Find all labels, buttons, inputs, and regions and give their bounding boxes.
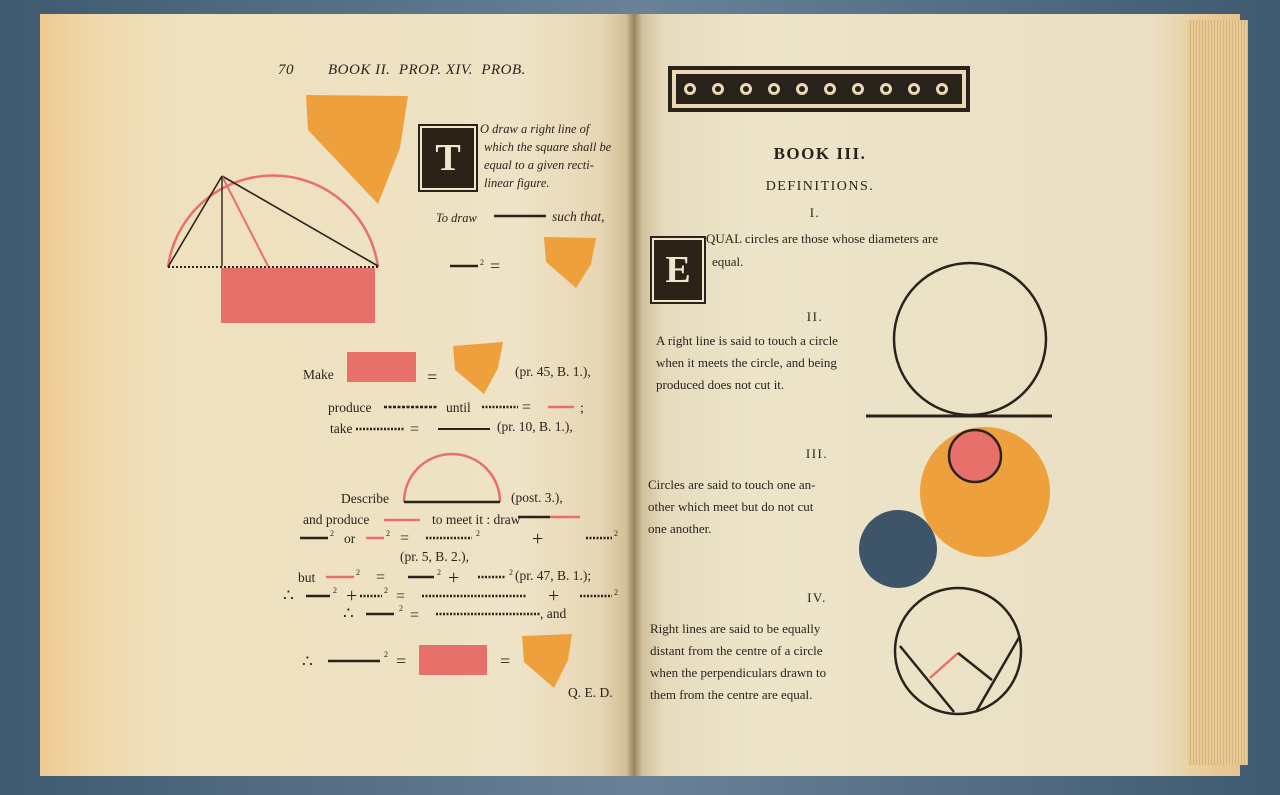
sq-mark: 2 xyxy=(476,529,480,538)
svg-text:=: = xyxy=(376,569,386,586)
def1-line-2: equal. xyxy=(712,254,744,269)
qed-text: Q. E. D. xyxy=(568,685,613,700)
take-text: take xyxy=(330,421,353,436)
describe-text: Describe xyxy=(341,491,389,506)
post3-ref: (post. 3.), xyxy=(511,490,563,505)
def4-line-4: them from the centre are equal. xyxy=(650,687,813,702)
svg-text:+: + xyxy=(448,567,460,589)
svg-text:=: = xyxy=(396,651,407,671)
sq-mark: 2 xyxy=(614,529,618,538)
sq-mark: 2 xyxy=(437,568,441,577)
sq-mark: 2 xyxy=(384,650,388,659)
ornament-band xyxy=(668,66,970,112)
svg-text:=: = xyxy=(396,588,406,605)
pr45-ref: (pr. 45, B. 1.), xyxy=(515,364,591,379)
sq-mark: 2 xyxy=(330,529,334,538)
sq-mark: 2 xyxy=(386,529,390,538)
running-head-title: BOOK II. PROP. XIV. PROB. xyxy=(328,62,526,78)
until-text: until xyxy=(446,400,471,415)
svg-text:=: = xyxy=(400,530,410,547)
svg-text:=: = xyxy=(427,367,438,387)
svg-text:;: ; xyxy=(580,401,584,416)
sq-mark: 2 xyxy=(614,588,618,597)
therefore-3: ∴ xyxy=(302,652,313,671)
semicircle-construction xyxy=(168,176,378,323)
and-produce-text: and produce xyxy=(303,512,370,527)
def2-line-1: A right line is said to touch a circle xyxy=(656,333,838,348)
def4-line-3: when the perpendiculars drawn to xyxy=(650,665,827,680)
def4-line-1: Right lines are said to be equally xyxy=(650,621,821,636)
def2-line-2: when it meets the circle, and being xyxy=(656,355,837,370)
svg-text:=: = xyxy=(410,421,420,438)
intro-line-2: which the square shall be xyxy=(484,140,612,154)
and-text: , and xyxy=(540,606,567,621)
def3-line-2: other which meet but do not cut xyxy=(648,499,814,514)
equidistant-lines-figure xyxy=(895,588,1021,714)
def3-line-1: Circles are said to touch one an- xyxy=(648,477,816,492)
svg-text:=: = xyxy=(522,399,532,416)
sq-mark: 2 xyxy=(509,568,513,577)
def4-line-2: distant from the centre of a circle xyxy=(650,643,823,658)
page-number: 70 xyxy=(278,62,294,78)
pr47-ref: (pr. 47, B. 1.); xyxy=(515,568,592,583)
intro-line-1: O draw a right line of xyxy=(480,122,590,136)
svg-text:+: + xyxy=(548,585,560,607)
such-that-text: such that, xyxy=(552,209,605,224)
to-draw-text: To draw xyxy=(436,211,477,225)
produce-text: produce xyxy=(328,400,372,415)
sq-mark: 2 xyxy=(356,568,360,577)
sq-mark: 2 xyxy=(384,586,388,595)
def2-number: II. xyxy=(806,309,824,324)
pr10-ref: (pr. 10, B. 1.), xyxy=(497,419,573,434)
def3-number: III. xyxy=(805,446,829,461)
def1-line-1: QUAL circles are those whose diameters are xyxy=(706,231,938,246)
drop-cap-e: E xyxy=(650,236,706,304)
therefore-1: ∴ xyxy=(283,586,294,605)
definitions-heading: DEFINITIONS. xyxy=(765,179,875,194)
book-title: BOOK III. xyxy=(773,144,867,163)
svg-text:=: = xyxy=(490,256,501,276)
drop-cap-t: T xyxy=(418,124,478,192)
intro-line-4: linear figure. xyxy=(484,176,550,190)
svg-text:=: = xyxy=(500,651,511,671)
intro-line-3: equal to a given recti- xyxy=(484,158,594,172)
sq-mark: 2 xyxy=(399,604,403,613)
or-text: or xyxy=(344,531,356,546)
sq-mark: 2 xyxy=(333,586,337,595)
svg-text:=: = xyxy=(410,607,420,624)
svg-text:+: + xyxy=(346,585,358,607)
def2-line-3: produced does not cut it. xyxy=(656,377,785,392)
to-meet-text: to meet it : draw xyxy=(432,512,521,527)
touching-circles-figure xyxy=(859,427,1050,588)
def3-line-3: one another. xyxy=(648,521,712,536)
pr5-ref: (pr. 5, B. 2.), xyxy=(400,549,469,564)
sq-mark: 2 xyxy=(480,258,484,267)
but-text: but xyxy=(298,570,316,585)
def4-number: IV. xyxy=(807,590,827,605)
svg-text:+: + xyxy=(532,528,544,550)
make-text: Make xyxy=(303,367,334,382)
tangent-circle-figure xyxy=(866,263,1052,416)
def1-number: I. xyxy=(809,205,821,220)
therefore-2: ∴ xyxy=(343,604,354,623)
